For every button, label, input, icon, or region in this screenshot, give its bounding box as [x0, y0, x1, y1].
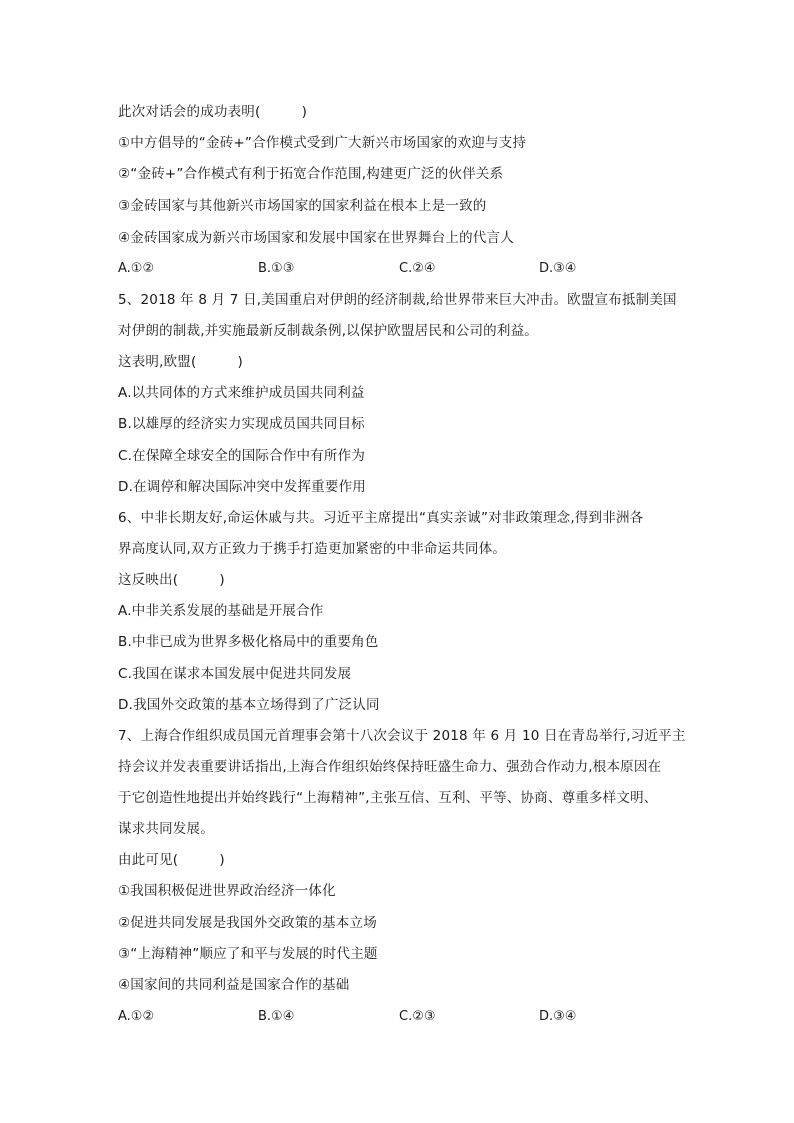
- question-6-stem: 这反映出( ): [118, 572, 225, 588]
- question-7-option-a: A.①②: [118, 1009, 155, 1024]
- question-5-stem: 这表明,欧盟( ): [118, 354, 244, 370]
- question-7-statement-1: ①我国积极促进世界政治经济一体化: [118, 883, 336, 899]
- question-7-statement-2: ②促进共同发展是我国外交政策的基本立场: [118, 915, 377, 931]
- question-4-option-b: B.①③: [258, 261, 295, 276]
- question-4-statement-3: ③金砖国家与其他新兴市场国家的国家利益在根本上是一致的: [118, 198, 487, 214]
- question-5-option-c: C.在保障全球安全的国际合作中有所作为: [118, 448, 366, 464]
- question-6-option-a: A.中非关系发展的基础是开展合作: [118, 603, 324, 619]
- question-4-statement-1: ①中方倡导的“金砖+”合作模式受到广大新兴市场国家的欢迎与支持: [118, 135, 527, 151]
- question-4-option-c: C.②④: [399, 261, 436, 276]
- question-6-option-d: D.我国外交政策的基本立场得到了广泛认同: [118, 697, 380, 713]
- question-5-option-a: A.以共同体的方式来维护成员国共同利益: [118, 385, 365, 401]
- question-7-stem: 由此可见( ): [118, 852, 225, 868]
- question-7-option-c: C.②③: [399, 1009, 436, 1024]
- question-5-text-line-2: 对伊朗的制裁,并实施最新反制裁条例,以保护欧盟居民和公司的利益。: [118, 323, 538, 339]
- question-6-option-b: B.中非已成为世界多极化格局中的重要角色: [118, 634, 379, 650]
- question-5-text-line-1: 5、2018 年 8 月 7 日,美国重启对伊朗的经济制裁,给世界带来巨大冲击。欧盟宣布抵制美国: [118, 292, 677, 308]
- question-4-option-a: A.①②: [118, 261, 155, 276]
- question-7-text-line-1: 7、上海合作组织成员国元首理事会第十八次会议于 2018 年 6 月 10 日在青岛举行,习近平主: [118, 728, 686, 744]
- question-7-option-d: D.③④: [539, 1009, 577, 1024]
- question-6-text-line-1: 6、中非长期友好,命运休戚与共。习近平主席提出“真实亲诚”对非政策理念,得到非洲各: [118, 510, 644, 526]
- question-6-text-line-2: 界高度认同,双方正致力于携手打造更加紧密的中非命运共同体。: [118, 541, 507, 557]
- question-4-stem: 此次对话会的成功表明( ): [118, 104, 308, 120]
- question-5-option-b: B.以雄厚的经济实力实现成员国共同目标: [118, 416, 365, 432]
- question-7-text-line-4: 谋求共同发展。: [118, 821, 214, 837]
- question-7-text-line-3: 于它创造性地提出并始终践行“上海精神”,主张互信、互利、平等、协商、尊重多样文明、: [118, 790, 658, 806]
- question-7-option-b: B.①④: [258, 1009, 295, 1024]
- question-4-statement-4: ④金砖国家成为新兴市场国家和发展中国家在世界舞台上的代言人: [118, 230, 514, 246]
- question-7-statement-3: ③“上海精神”顺应了和平与发展的时代主题: [118, 946, 378, 962]
- question-7-statement-4: ④国家间的共同利益是国家合作的基础: [118, 977, 350, 993]
- question-7-text-line-2: 持会议并发表重要讲话指出,上海合作组织始终保持旺盛生命力、强劲合作动力,根本原因在: [118, 759, 662, 775]
- question-4-option-d: D.③④: [539, 261, 577, 276]
- question-6-option-c: C.我国在谋求本国发展中促进共同发展: [118, 666, 352, 682]
- question-4-statement-2: ②“金砖+”合作模式有利于拓宽合作范围,构建更广泛的伙伴关系: [118, 166, 504, 182]
- question-5-option-d: D.在调停和解决国际冲突中发挥重要作用: [118, 479, 366, 495]
